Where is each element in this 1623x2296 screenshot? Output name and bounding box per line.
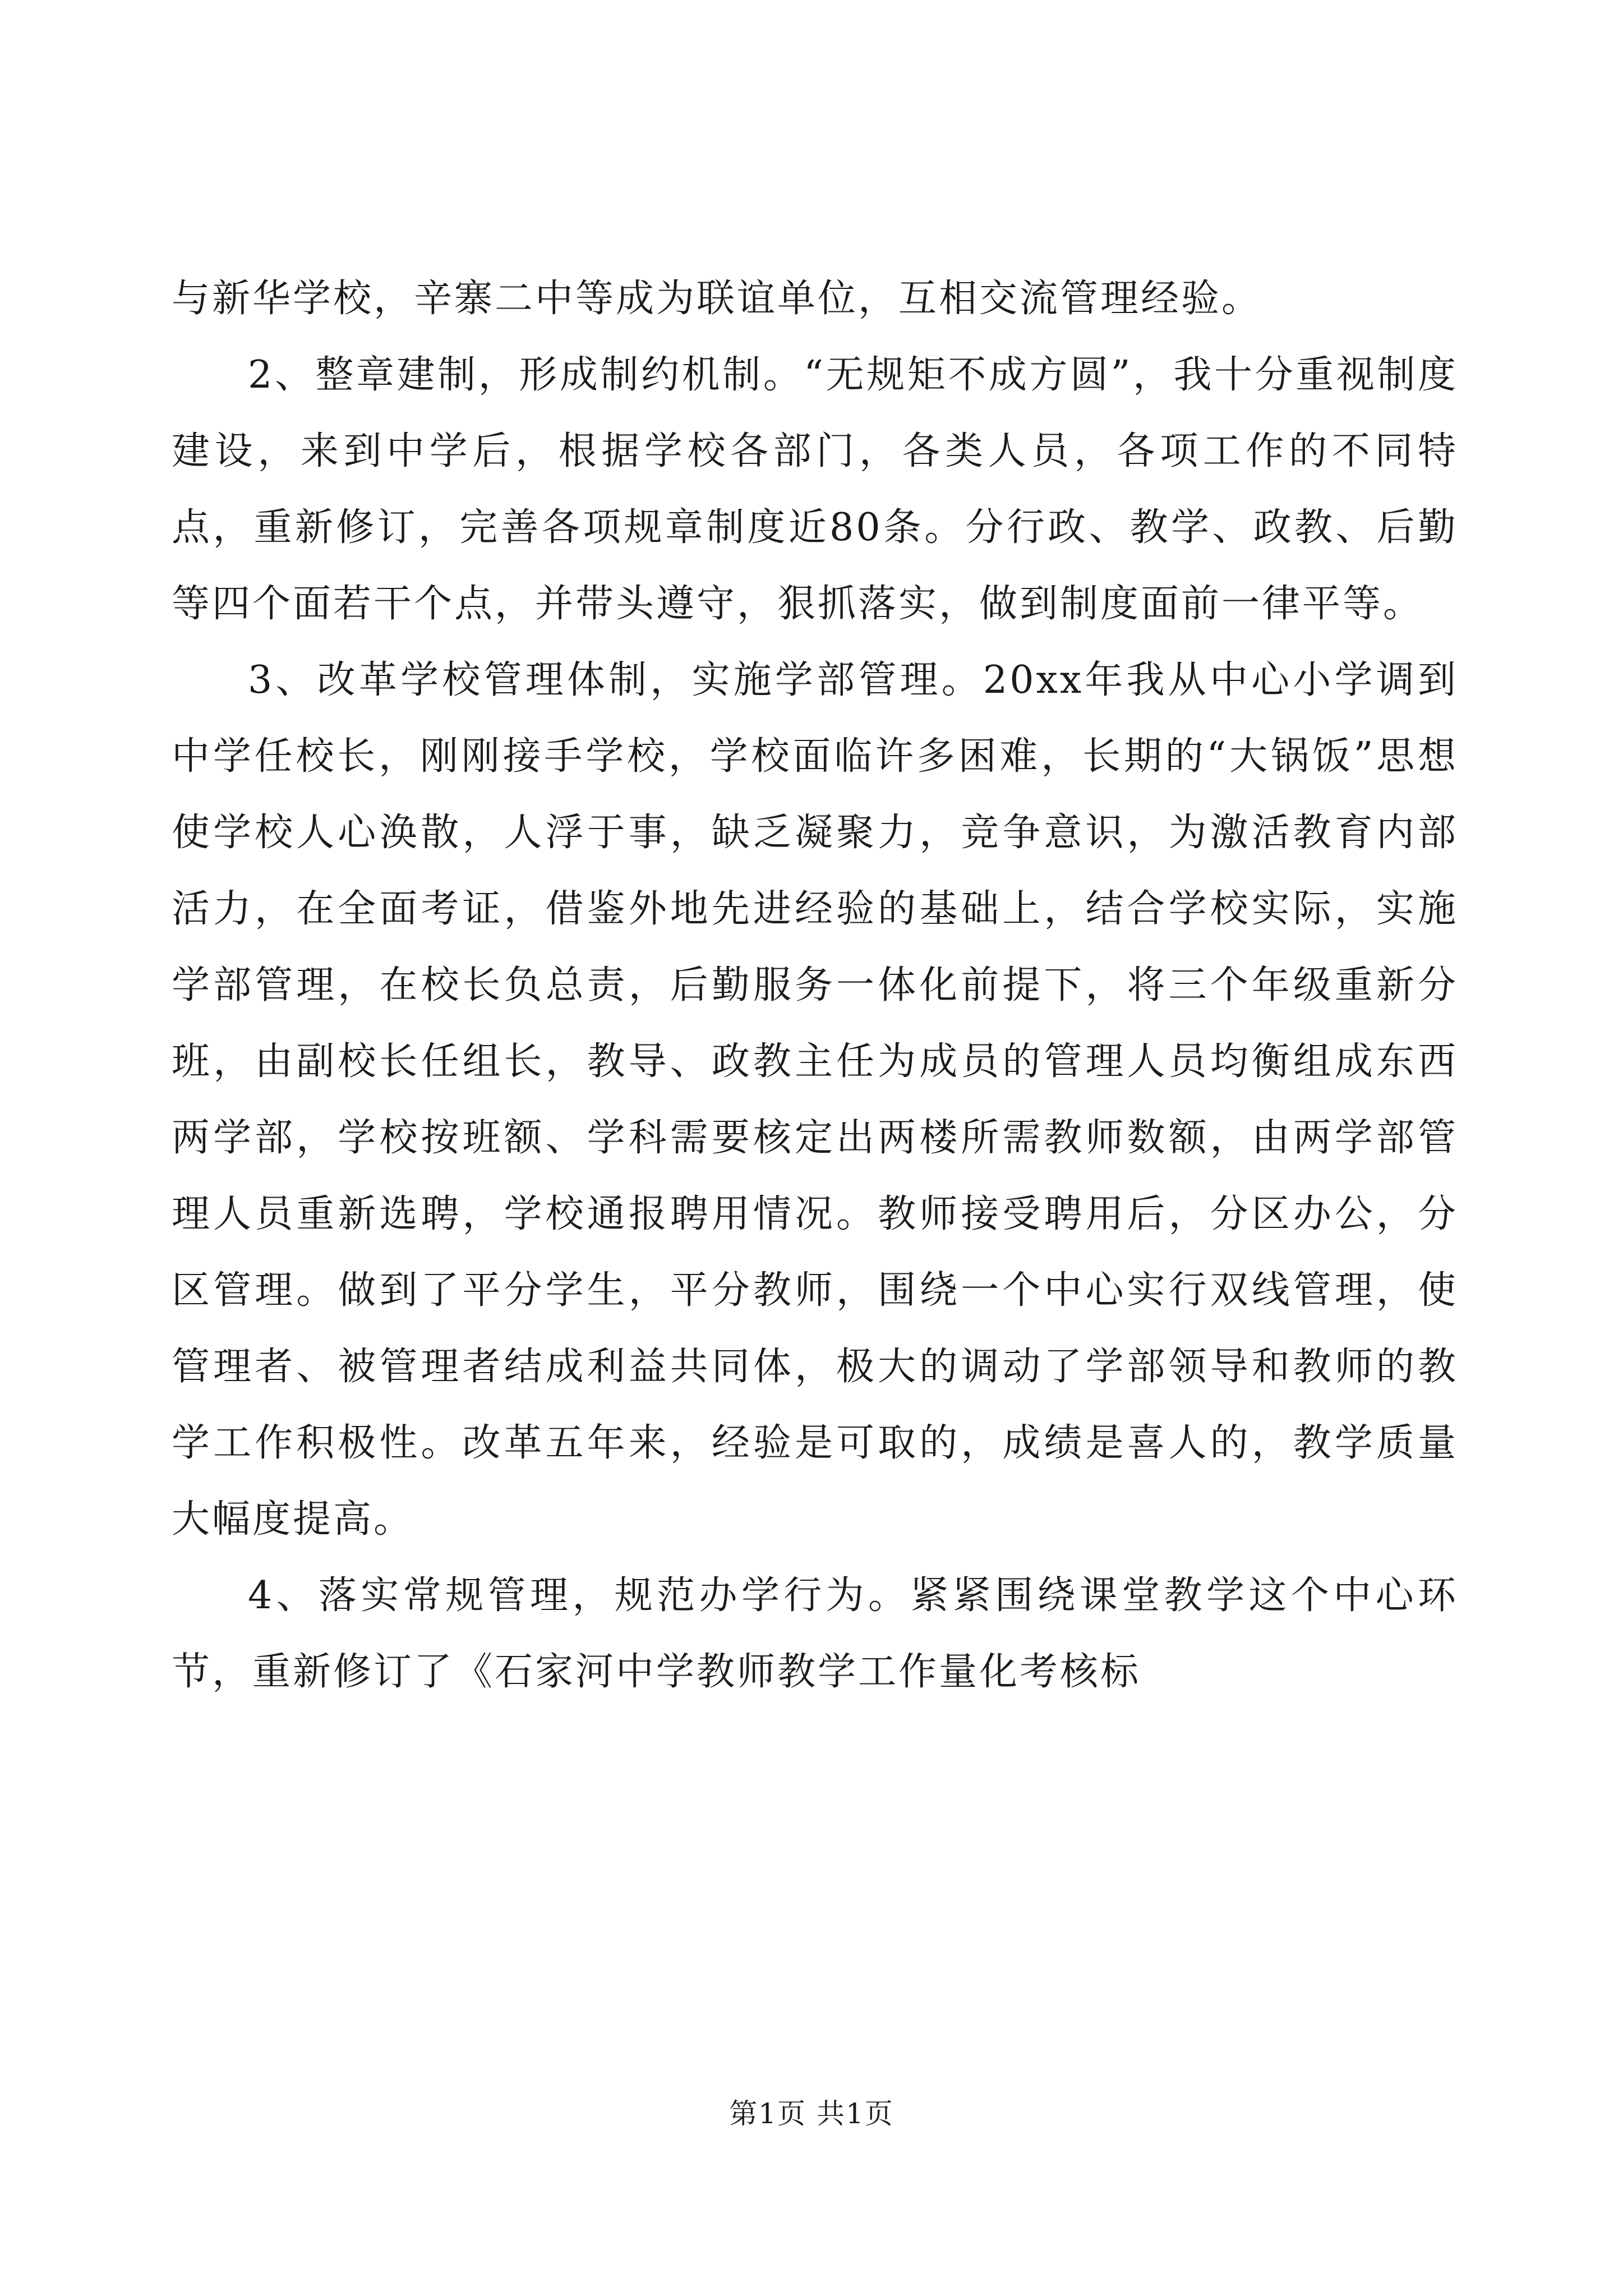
document-body [172,261,1458,1710]
page-number-label: 第1页 共1页 [729,2097,894,2130]
page-footer [0,2097,1623,2131]
paragraph-continuation: 与新华学校，辛寨二中等成为联谊单位，互相交流管理经验。 [172,277,1262,321]
paragraph-item-4: 4、落实常规管理，规范办学行为。紧紧围绕课堂教学这个中心环节，重新修订了《石家河中学教师教学工作量化考核标 [172,1573,1458,1694]
paragraph-item-2: 2、整章建制，形成制约机制。“无规矩不成方圆”，我十分重视制度建设，来到中学后，根据学校各部门，各类人员，各项工作的不同特点，重新修订，完善各项规章制度近80条。分行政、教学、政教、后勤等四个面若干个点，并带头遵守，狠抓落实，做到制度面前一律平等。 [172,353,1458,626]
paragraph-item-3: 3、改革学校管理体制，实施学部管理。20xx年我从中心小学调到中学任校长，刚刚接手学校，学校面临许多困难，长期的“大锅饭”思想使学校人心涣散，人浮于事，缺乏凝聚力，竞争意识，为激活教育内部活力，在全面考证，借鉴外地先进经验的基础上，结合学校实际，实施学部管理，在校长负总责，后勤服务一体化前提下，将三个年级重新分班，由副校长任组长，教导、政教主任为成员的管理人员均衡组成东西两学部，学校按班额、学科需要核定出两楼所需教师数额，由两学部管理人员重新选聘，学校通报聘用情况。教师接受聘用后，分区办公，分区管理。做到了平分学生，平分教师，围绕一个中心实行双线管理，使管理者、被管理者结成利益共同体，极大的调动了学部领导和教师的教学工作积极性。改革五年来，经验是可取的，成绩是喜人的，教学质量大幅度提高。 [172,658,1458,1542]
